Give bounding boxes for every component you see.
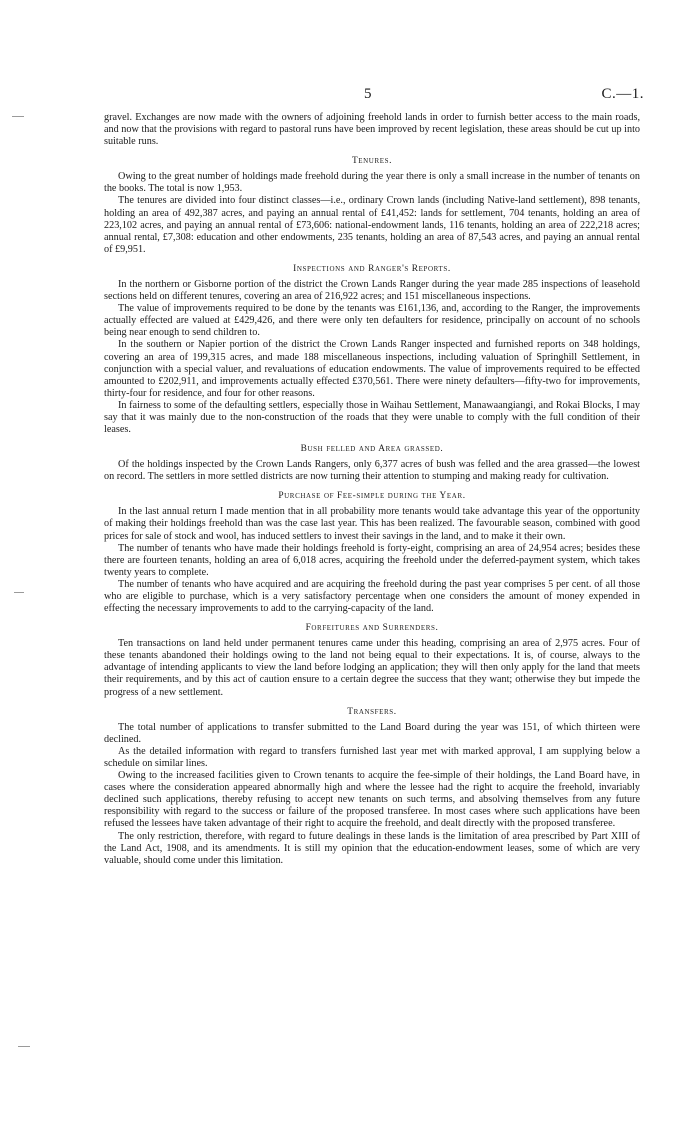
paragraph: In the northern or Gisborne portion of the district the Crown Lands Ranger during the year made 285 inspections of leasehold sections held on different tenures, covering an area of 216,922 acres; and 151 miscellaneous inspections. <box>104 278 640 303</box>
document-page <box>104 86 644 867</box>
section-heading: Forfeitures and Surrenders. <box>305 623 439 634</box>
section-purchase-fee-simple <box>104 491 640 615</box>
section-heading: Tenures. <box>351 156 393 167</box>
section-tenures <box>104 156 640 256</box>
section-transfers <box>104 707 640 867</box>
section-bush-felled <box>104 444 640 483</box>
paragraph: Ten transactions on land held under permanent tenures came under this heading, comprising an area of 2,975 acres. Four of these tenants abandoned their holdings owing to the land not being equal to their expectations. It is, of course, always to the advantage of intending applicants to view the land before lodging an application; they will then only apply for the land that meets their requirements, and by this act of caution ensure to a certain degree the success that they want; otherwise they but impede the progress of a new settlement. <box>104 638 640 698</box>
margin-mark <box>18 1046 30 1047</box>
paragraph: Of the holdings inspected by the Crown Lands Rangers, only 6,377 acres of bush was felled and the area grassed—the lowest on record. The settlers in more settled districts are now turning their attention to stumping and making ready for cultivation. <box>104 459 640 483</box>
paragraph: The total number of applications to transfer submitted to the Land Board during the year was 151, of which thirteen were declined. <box>104 721 640 745</box>
paragraph: The number of tenants who have made their holdings freehold is forty-eight, comprising an area of 24,954 acres; besides these there are fourteen tenants, holding an area of 6,018 acres, acquiring the freehold under the deferred-payment system, which takes twenty years to complete. <box>104 542 640 578</box>
page-number: 5 <box>364 86 372 102</box>
paragraph: The value of improvements required to be done by the tenants was £161,136, and, according to the Ranger, the improvements actually effected are valued at £429,426, and there were only ten defaulters for residence, principally on account of no schools being near enough to send children to. <box>104 303 640 339</box>
section-heading: Inspections and Ranger's Reports. <box>293 263 451 274</box>
paragraph: Owing to the increased facilities given to Crown tenants to acquire the fee-simple of their holdings, the Land Board have, in cases where the consideration appeared abnormally high and where the lessee had the right to acquire the freehold, invariably declined such applications, thereby refusing to accept new tenants on such terms, and absolving themselves from any future responsibility with regard to the success or failure of the proposed transferee. In most cases where such applications have been refused the lessees have taken advantage of their right to acquire the freehold, and dealt directly with the proposed transferee. <box>104 770 640 830</box>
margin-mark <box>14 592 24 593</box>
paragraph: As the detailed information with regard to transfers furnished last year met with marked approval, I am supplying below a schedule on similar lines. <box>104 745 640 769</box>
intro-paragraph: gravel. Exchanges are now made with the owners of adjoining freehold lands in order to furnish better access to the main roads, and now that the provisions with regard to pastoral runs have been improved by recent legislation, these areas should be cut up into suitable runs. <box>104 112 640 148</box>
section-heading: Bush felled and Area grassed. <box>300 444 444 455</box>
paragraph: Owing to the great number of holdings made freehold during the year there is only a small increase in the number of tenants on the books. The total is now 1,953. <box>104 171 640 195</box>
section-inspections <box>104 264 640 436</box>
paragraph: The number of tenants who have acquired and are acquiring the freehold during the past year comprises 5 per cent. of all those who are eligible to purchase, which is a very satisfactory percentage when one considers the amount of money expended in effecting the necessary improvements to add to the carrying-capacity of the land. <box>104 578 640 615</box>
paragraph: The tenures are divided into four distinct classes—i.e., ordinary Crown lands (including Native-land settlement), 898 tenants, holding an area of 492,387 acres, and paying an annual rental of £41,452: lands for settlement, 704 tenants, holding an area of 223,102 acres, and paying an annual rental of £73,606: national-endowment lands, 116 tenants, holding an area of 222,218 acres; annual rental, £7,308: education and other endowments, 235 tenants, holding an area of 87,543 acres, and paying an annual rental of £9,951. <box>104 195 640 255</box>
section-heading: Purchase of Fee-simple during the Year. <box>278 491 466 502</box>
paragraph: The only restriction, therefore, with regard to future dealings in these lands is the limitation of area prescribed by Part XIII of the Land Act, 1908, and its amendments. It is still my opinion that the education-endowment leases, some of which are very valuable, should come under this limitation. <box>104 830 640 866</box>
margin-mark <box>12 116 24 117</box>
paragraph: In the southern or Napier portion of the district the Crown Lands Ranger inspected and furnished reports on 348 holdings, covering an area of 199,315 acres, and made 188 miscellaneous inspections, including valuation of Springhill Settlement, in conjunction with a special valuer, and revaluations of education endowments. The value of improvements required to be effected amounted to £202,911, and improvements actually effected £370,561. There were ninety defaulters—fifty-two for improvements, thirty-four for residence, and four for other reasons. <box>104 339 640 399</box>
document-reference: C.—1. <box>601 86 644 102</box>
section-heading: Transfers. <box>347 706 397 717</box>
paragraph: In fairness to some of the defaulting settlers, especially those in Waihau Settlement, Manawaangiangi, and Rokai Blocks, I may say that it was mainly due to the non-construction of the roads that they were unable to comply with the full condition of their leases. <box>104 399 640 436</box>
paragraph: In the last annual return I made mention that in all probability more tenants would take advantage this year of the opportunity of making their holdings freehold than was the case last year. This has been realized. The favourable season, combined with good prices for sale of stock and wool, has induced settlers to invest their savings in the land, and to make it their own. <box>104 506 640 542</box>
page-header <box>104 86 644 112</box>
section-forfeitures <box>104 623 640 698</box>
